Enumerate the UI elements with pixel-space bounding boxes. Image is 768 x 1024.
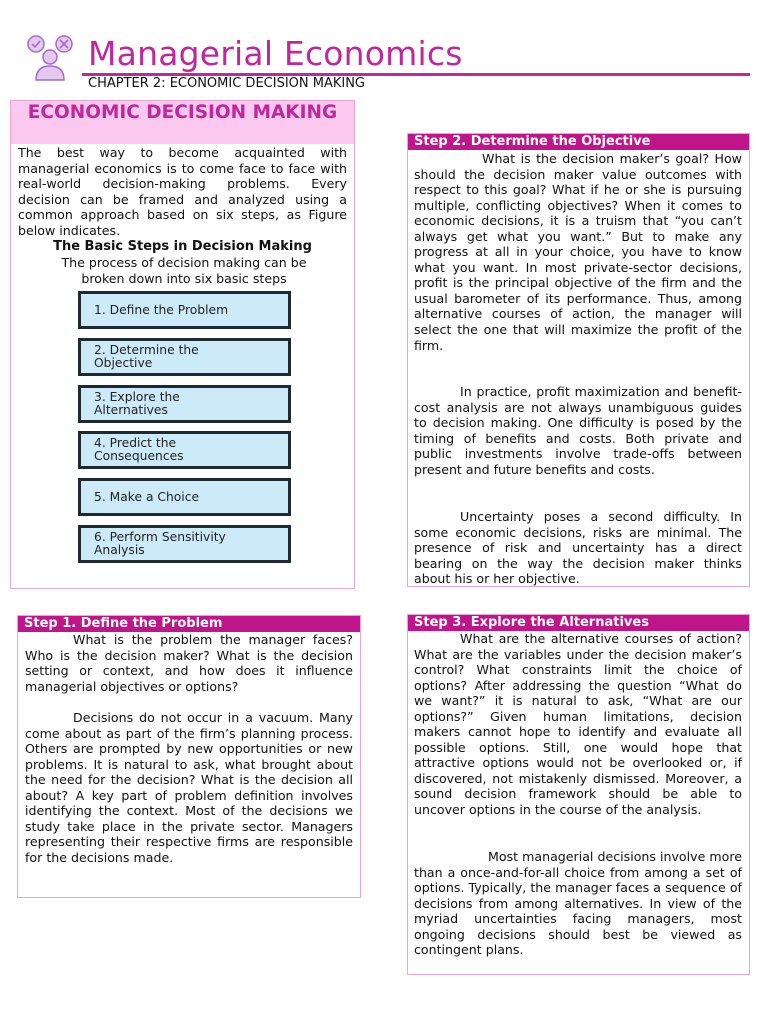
- step-box-5: [78, 478, 291, 516]
- steps-title: The Basic Steps in Decision Making: [53, 239, 312, 254]
- step-box-label: 1. Define the Problem: [94, 302, 229, 317]
- step1-heading: Step 1. Define the Problem: [18, 616, 360, 632]
- step2-paragraph-2: In practice, profit maximization and benefit-cost analysis are not always unambiguous guides to decision making. One difficulty is posed by the timing of benefits and costs. Both private and public investments involve trade-offs between present and future benefits and costs.: [414, 384, 742, 477]
- step2-paragraph-3: Uncertainty poses a second difficulty. In some economic decisions, risks are minimal. The presence of risk and uncertainty has a direct bearing on the way the decision maker thinks about his or her objective.: [414, 509, 742, 587]
- intro-paragraph: The best way to become acquainted with managerial economics is to come face to face with real-world decision-making problems. Every decision can be framed and analyzed using a common approach based on six steps, as Figure below indicates.: [18, 145, 347, 238]
- step-box-1: [78, 291, 291, 329]
- page-title: Managerial Economics: [88, 34, 463, 73]
- step-box-3: [78, 385, 291, 423]
- step3-paragraph-1: What are the alternative courses of action? What are the variables under the decision maker’s control? What constraints limit the choice of options? After addressing the question “What do we want?” it is natural to ask, “What are our options?” Given human limitations, decision makers cannot hope to identify and evaluate all possible options. Still, one would hope that attractive options would not be overlooked or, if discovered, not mistakenly dismissed. Moreover, a sound decision framework should be able to uncover options in the course of the analysis.: [414, 631, 742, 818]
- step3-heading: Step 3. Explore the Alternatives: [408, 615, 749, 631]
- step-box-label: 3. Explore the Alternatives: [94, 390, 180, 417]
- step1-paragraph-2: Decisions do not occur in a vacuum. Many come about as part of the firm’s planning process. Others are prompted by new opportunities or new problems. It is natural to ask, what brought about the need for the decision? What is the decision all about? A key part of problem definition involves identifying the context. Most of the decisions we study take place in the private sector. Managers representing their respective firms are responsible for the decisions made.: [25, 710, 353, 865]
- step-box-2: [78, 338, 291, 376]
- step-box-label: 6. Perform Sensitivity Analysis: [94, 530, 226, 557]
- step2-heading: Step 2. Determine the Objective: [408, 134, 749, 150]
- chapter-subtitle: CHAPTER 2: ECONOMIC DECISION MAKING: [88, 76, 366, 91]
- steps-caption: The process of decision making can be broken down into six basic steps: [61, 255, 307, 286]
- step-box-label: 5. Make a Choice: [94, 489, 200, 504]
- step-box-6: [78, 525, 291, 563]
- step-box-label: 4. Predict the Consequences: [94, 436, 184, 463]
- step-box-label: 2. Determine the Objective: [94, 343, 199, 370]
- step3-paragraph-2: Most managerial decisions involve more than a once-and-for-all choice from among a set of options. Typically, the manager faces a sequence of decisions from among alternatives. In view of the myriad uncertainties facing managers, most ongoing decisions should best be viewed as contingent plans.: [414, 849, 742, 958]
- step1-paragraph-1: What is the problem the manager faces? Who is the decision maker? What is the decision setting or context, and how does it influence managerial objectives or options?: [25, 632, 353, 694]
- team-people-icon: [24, 34, 76, 82]
- intro-heading: ECONOMIC DECISION MAKING: [11, 101, 354, 144]
- step2-paragraph-1: What is the decision maker’s goal? How should the decision maker value outcomes with respect to this goal? What if he or she is pursuing multiple, conflicting objectives? When it comes to economic decisions, it is a truism that “you can’t always get what you want.” But to make any progress at all in your choice, you have to know what you want. In most private-sector decisions, profit is the principal objective of the firm and the usual barometer of its performance. Thus, among alternative courses of action, the manager will select the one that will maximize the profit of the firm.: [414, 151, 742, 353]
- step-box-4: [78, 431, 291, 469]
